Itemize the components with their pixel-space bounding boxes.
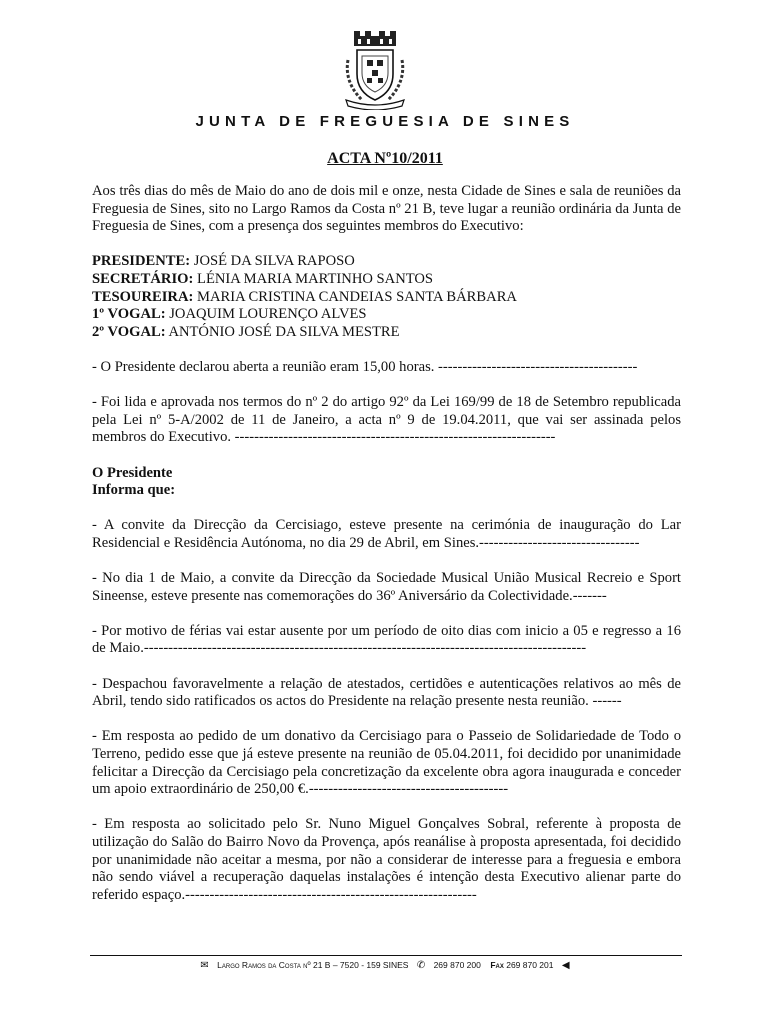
paragraph: - Em resposta ao pedido de um donativo da Cercisiago para o Passeio de Solidariedade de Todo o Terreno, pedido esse que já esteve presente na reunião de 05.04.2011, foi decidido por unanimidade felicitar a Direcção da Cercisiago pela concretização da excelente obra agora inaugurada e conceder um apoio extraordinário de 250,00 €.----------------------------------------- [92,728,681,798]
envelope-icon: ✉ [200,960,209,971]
footer-fax-label: Fax [490,960,504,970]
member-role: 2º VOGAL: [92,323,166,340]
member-role: SECRETÁRIO: [92,270,194,287]
document-title: ACTA Nº10/2011 [327,150,443,167]
member-name: JOAQUIM LOURENÇO ALVES [169,306,367,323]
member-row [92,253,681,271]
paragraph: - Despachou favoravelmente a relação de atestados, certidões e autenticações relativos ao mês de Abril, tendo sido ratificados os actos do Presidente na relação presente nesta reunião. ------ [92,675,681,710]
paragraph: - Por motivo de férias vai estar ausente por um período de oito dias com inicio a 05 e regresso a 16 de Maio.------------------------------------------------------------------------------------------- [92,622,681,657]
paragraph: - O Presidente declarou aberta a reunião eram 15,00 horas. ----------------------------------------- [92,358,638,375]
section-heading-line: Informa que: [92,482,176,499]
fax-icon: ◀ [561,960,570,971]
footer [0,960,770,971]
member-name: LÉNIA MARIA MARTINHO SANTOS [197,270,434,287]
members-list [92,253,681,341]
member-row [92,306,681,324]
member-name: MARIA CRISTINA CANDEIAS SANTA BÁRBARA [197,288,517,305]
document-body [92,183,681,922]
footer-divider [90,955,682,956]
member-row [92,271,681,289]
member-role: 1º VOGAL: [92,306,166,323]
footer-fax: 269 870 201 [506,960,554,970]
paragraph: - Foi lida e aprovada nos termos do nº 2 do artigo 92º da Lei 169/99 de 18 de Setembro republicada pela Lei nº 5-A/2002 de 11 de Janeiro, a acta nº 9 de 19.04.2011, que vai ser assinada pelos membros do Executivo. ------------------------------------------------------------------ [92,394,681,446]
member-name: ANTÓNIO JOSÉ DA SILVA MESTRE [168,323,400,340]
paragraph: - Em resposta ao solicitado pelo Sr. Nuno Miguel Gonçalves Sobral, referente à proposta de utilização do Salão do Bairro Novo da Provença, após reanálise à proposta apresentada, foi decidido por unanimidade não aceitar a mesma, por não a considerar de interesse para a freguesia e embora não sendo viável a recuperação daquelas instalações é intenção desta Executivo alienar parte do referido espaço.------------------------------------------------------------ [92,816,681,903]
paragraph: - A convite da Direcção da Cercisiago, esteve presente na cerimónia de inauguração do Lar Residencial e Residência Autónoma, no dia 29 de Abril, em Sines.--------------------------------- [92,517,681,551]
coat-of-arms-logo [340,30,410,110]
footer-phone: 269 870 200 [433,960,481,970]
paragraph: - No dia 1 de Maio, a convite da Direcção da Sociedade Musical União Musical Recreio e Sport Sineense, esteve presente nas comemorações do 36º Aniversário da Colectividade.------- [92,570,681,604]
member-row [92,324,681,342]
member-role: PRESIDENTE: [92,253,191,270]
member-name: JOSÉ DA SILVA RAPOSO [193,253,355,270]
section-heading-line: O Presidente [92,464,173,481]
footer-address: Largo Ramos da Costa nº 21 B – 7520 - 159 SINES [217,960,409,970]
organization-title: JUNTA DE FREGUESIA DE SINES [195,113,575,130]
member-role: TESOUREIRA: [92,288,194,305]
member-row [92,289,681,307]
intro-paragraph: Aos três dias do mês de Maio do ano de dois mil e onze, nesta Cidade de Sines e sala de reuniões da Freguesia de Sines, sito no Largo Ramos da Costa nº 21 B, teve lugar a reunião ordinária da Junta de Freguesia de Sines, com a presença dos seguintes membros do Executivo: [92,183,681,235]
section-heading [92,465,681,500]
phone-icon: ✆ [416,960,426,971]
